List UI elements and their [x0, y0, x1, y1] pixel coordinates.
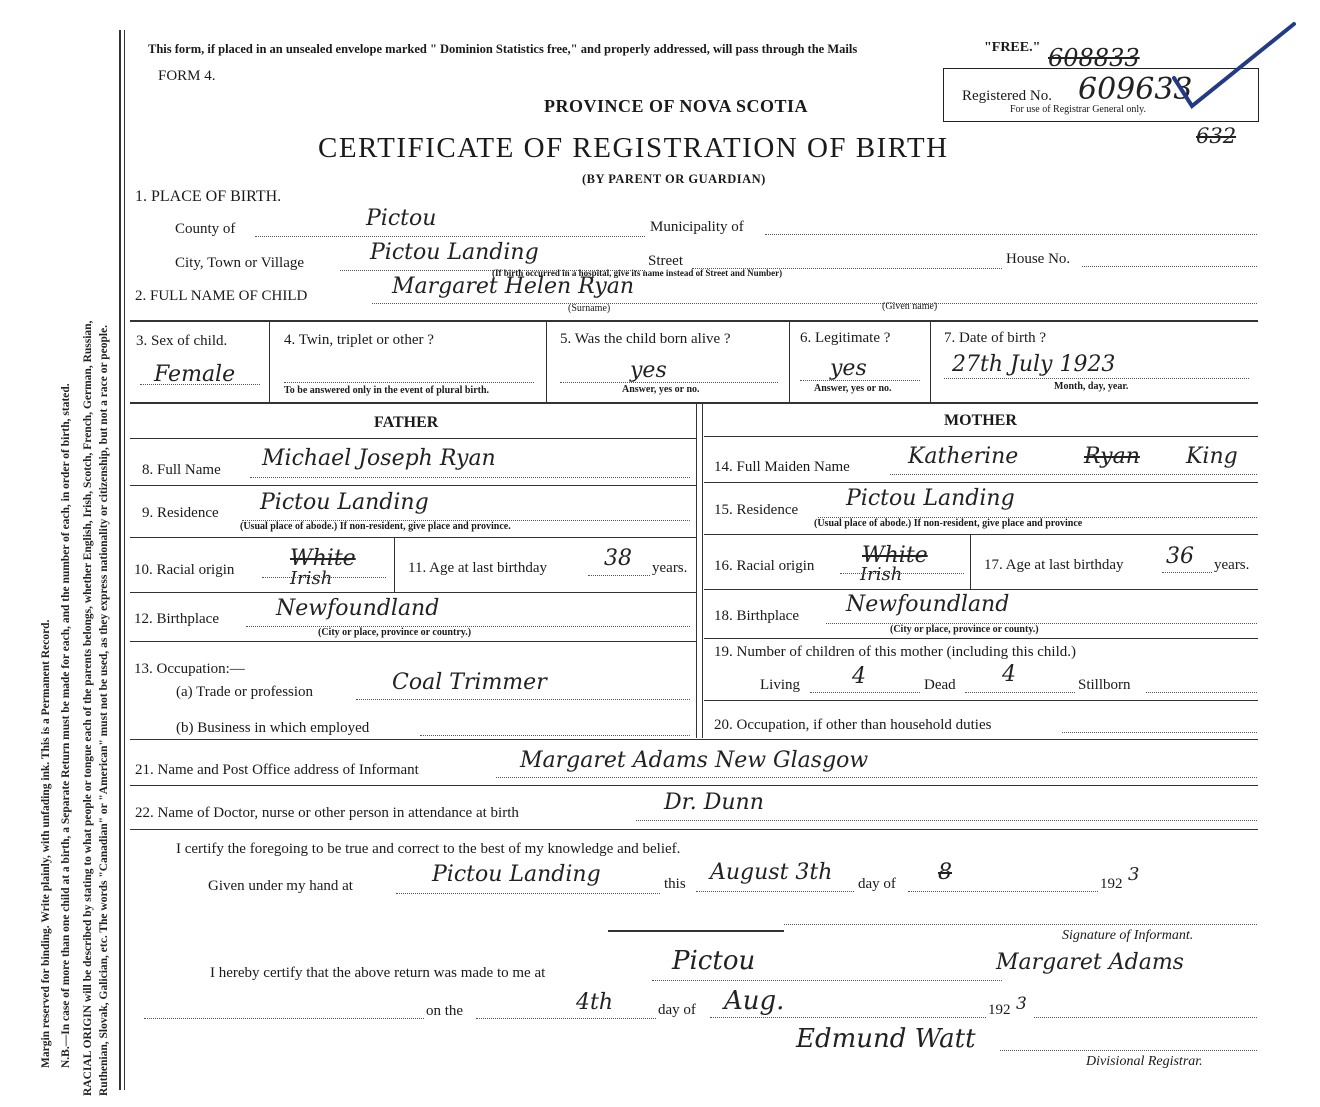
father-race-value: Irish — [290, 568, 333, 589]
struck-small-number: 632 — [1196, 124, 1237, 148]
doctor-line — [636, 820, 1257, 821]
on-the-value: 4th — [576, 990, 614, 1015]
county-line — [255, 236, 645, 237]
given-name-note: (Given name) — [882, 301, 938, 312]
trade-label: (a) Trade or profession — [176, 684, 314, 700]
father-birthplace-note: (City or place, province or country.) — [318, 627, 472, 638]
business-line — [420, 735, 690, 736]
row-rule — [704, 638, 1258, 639]
alive-note: Answer, yes or no. — [622, 384, 700, 395]
municipality-line — [765, 234, 1257, 235]
on-the-line — [476, 1018, 656, 1019]
child-name-label: 2. FULL NAME OF CHILD — [135, 288, 308, 304]
mother-age-label: 17. Age at last birthday — [984, 557, 1124, 573]
margin-note-racial-cont: Ruthenian, Slovak, Galician, etc. The words "Canadian" or "American" must not be used, as they express nationality or citizenship, but not a race or people. — [98, 324, 110, 1096]
dob-value: 27th July 1923 — [952, 352, 1116, 377]
margin-note-nb: N.B.—In case of more than one child at a birth, a Separate Return must be made for each, and the number of each, in order of birth, stated. — [60, 383, 72, 1068]
informant-line — [496, 777, 1257, 778]
legit-line — [800, 380, 920, 381]
trade-line — [356, 699, 690, 700]
mother-occupation-line — [1062, 732, 1257, 733]
living-line — [810, 692, 920, 693]
dayof-value: 8 — [938, 860, 952, 885]
dead-value: 4 — [1002, 662, 1016, 687]
house-label: House No. — [1006, 251, 1071, 267]
given-place-line — [396, 893, 660, 894]
given-place-value: Pictou Landing — [432, 862, 601, 887]
row-bottom-rule — [130, 402, 1258, 404]
father-race-label: 10. Racial origin — [134, 562, 235, 578]
sex-label: 3. Sex of child. — [136, 333, 228, 349]
mail-notice: This form, if placed in an unsealed envelope marked " Dominion Statistics free," and properly addressed, will pass through the Mails — [148, 42, 858, 56]
father-residence-note: (Usual place of abode.) If non-resident, give place and province. — [240, 521, 511, 532]
informant-value: Margaret Adams New Glasgow — [520, 748, 869, 773]
father-age-line — [588, 575, 650, 576]
year-value: 3 — [1128, 864, 1140, 885]
row-rule — [704, 436, 1258, 437]
divisional-registrar-label: Divisional Registrar. — [1086, 1054, 1203, 1069]
registered-label: Registered No. — [962, 88, 1052, 104]
hereby-place-value: Pictou — [672, 946, 756, 976]
mother-race-struck: White — [862, 543, 928, 568]
legit-label: 6. Legitimate ? — [800, 330, 891, 346]
row-rule — [130, 592, 696, 593]
mother-name-line — [890, 474, 1257, 475]
dob-line — [944, 378, 1249, 379]
father-heading: FATHER — [374, 414, 439, 431]
checkmark-icon — [1170, 18, 1300, 118]
father-birthplace-value: Newfoundland — [276, 596, 440, 621]
informant-signature: Margaret Adams — [996, 950, 1184, 975]
father-residence-value: Pictou Landing — [260, 490, 429, 515]
year2-label: 192 — [988, 1002, 1011, 1018]
row-rule — [704, 482, 1258, 483]
stillborn-label: Stillborn — [1078, 677, 1131, 693]
dead-line — [965, 692, 1075, 693]
father-birthplace-label: 12. Birthplace — [134, 611, 219, 627]
mother-name-value: Katherine — [908, 444, 1019, 469]
sex-line — [140, 384, 260, 385]
business-label: (b) Business in which employed — [176, 720, 370, 736]
legit-note: Answer, yes or no. — [814, 383, 892, 394]
row-rule — [130, 485, 696, 486]
dayof-line — [908, 891, 1098, 892]
mother-race-label: 16. Racial origin — [714, 558, 815, 574]
father-race-struck: White — [290, 546, 356, 571]
children-count-label: 19. Number of children of this mother (including this child.) — [714, 644, 1077, 660]
signature-rule — [608, 930, 784, 932]
certify-statement: I certify the foregoing to be true and correct to the best of my knowledge and belief. — [176, 841, 681, 857]
living-label: Living — [760, 677, 800, 693]
lead-line — [144, 1018, 424, 1019]
father-age-value: 38 — [604, 546, 632, 571]
province-heading: PROVINCE OF NOVA SCOTIA — [544, 96, 809, 116]
divider — [930, 322, 931, 402]
registered-number: 609633 — [1078, 72, 1193, 107]
margin-note-binding: Margin reserved for binding. Write plainly, with unfading ink. This is a Permanent Record. — [40, 619, 52, 1068]
hospital-note: (If birth occurred in a hospital, give its name instead of Street and Number) — [492, 268, 783, 278]
form-number: FORM 4. — [158, 68, 216, 84]
surname-note: (Surname) — [568, 303, 611, 314]
given-label: Given under my hand at — [208, 878, 353, 894]
year2-value: 3 — [1016, 994, 1027, 1014]
mother-residence-label: 15. Residence — [714, 502, 799, 518]
this-line — [696, 891, 854, 892]
dob-note: Month, day, year. — [1054, 381, 1129, 392]
house-line — [1082, 266, 1257, 267]
registrar-signature: Edmund Watt — [796, 1024, 976, 1054]
row-rule — [130, 537, 696, 538]
day-of-label: day of — [658, 1002, 696, 1018]
doctor-label: 22. Name of Doctor, nurse or other person in attendance at birth — [135, 805, 519, 821]
city-value: Pictou Landing — [370, 240, 539, 265]
row-rule — [130, 739, 1258, 740]
registrar-line — [1000, 1050, 1257, 1051]
mother-age-line — [1162, 572, 1212, 573]
city-label: City, Town or Village — [175, 255, 305, 271]
father-age-label: 11. Age at last birthday — [408, 560, 547, 576]
mother-birthplace-note: (City or place, province or county.) — [890, 624, 1039, 635]
row-rule — [130, 829, 1258, 830]
row-rule — [704, 589, 1258, 590]
informant-label: 21. Name and Post Office address of Informant — [135, 762, 419, 778]
year-label: 192 — [1100, 876, 1123, 892]
mother-heading: MOTHER — [944, 412, 1017, 429]
divider — [789, 322, 790, 402]
sex-value: Female — [154, 362, 236, 387]
father-name-label: 8. Full Name — [142, 462, 221, 478]
mother-residence-note: (Usual place of abode.) If non-resident, give place and province — [814, 518, 1083, 529]
mother-years-label: years. — [1214, 557, 1250, 573]
child-name-value: Margaret Helen Ryan — [392, 274, 635, 299]
hereby-place-line — [652, 980, 1002, 981]
mother-name-label: 14. Full Maiden Name — [714, 459, 850, 475]
informant-signature-line — [784, 924, 1257, 925]
father-years-label: years. — [652, 560, 688, 576]
signature-of-informant-label: Signature of Informant. — [1062, 928, 1194, 943]
row-top-rule — [130, 320, 1258, 322]
divider — [269, 322, 270, 402]
registrar-use-note: For use of Registrar General only. — [1010, 104, 1146, 115]
occupation-label: 13. Occupation:— — [134, 661, 245, 677]
father-residence-label: 9. Residence — [142, 505, 219, 521]
margin-line-inner — [124, 30, 125, 1090]
alive-value: yes — [630, 358, 667, 383]
row-rule — [130, 785, 1258, 786]
column-divider — [696, 404, 697, 738]
mother-birthplace-value: Newfoundland — [846, 592, 1010, 617]
row-rule — [130, 641, 696, 642]
day-of-line — [710, 1017, 986, 1018]
twin-label: 4. Twin, triplet or other ? — [284, 332, 434, 348]
county-label: County of — [175, 221, 236, 237]
hereby-label: I hereby certify that the above return was made to me at — [210, 965, 546, 981]
row-rule — [130, 438, 696, 439]
row-rule — [704, 700, 1258, 701]
mother-age-value: 36 — [1166, 544, 1194, 569]
place-heading: 1. PLACE OF BIRTH. — [135, 188, 282, 205]
child-name-line — [372, 303, 1257, 304]
divider — [546, 322, 547, 402]
row-rule — [704, 534, 1258, 535]
mother-occupation-label: 20. Occupation, if other than household duties — [714, 717, 992, 733]
father-name-line — [250, 477, 690, 478]
column-divider — [702, 404, 703, 738]
dob-label: 7. Date of birth ? — [944, 330, 1047, 346]
twin-note: To be answered only in the event of plural birth. — [284, 385, 490, 396]
father-name-value: Michael Joseph Ryan — [262, 446, 496, 471]
margin-line — [119, 30, 121, 1090]
divider — [394, 537, 395, 592]
municipality-label: Municipality of — [650, 219, 744, 235]
certificate-title: CERTIFICATE OF REGISTRATION OF BIRTH — [318, 132, 949, 164]
this-value: August 3th — [710, 860, 833, 885]
on-the-label: on the — [426, 1003, 464, 1019]
dead-label: Dead — [924, 677, 956, 693]
year2-line — [1034, 1017, 1257, 1018]
street-label: Street — [648, 253, 683, 269]
legit-value: yes — [830, 356, 867, 381]
living-value: 4 — [852, 664, 866, 689]
alive-line — [560, 382, 778, 383]
this-label: this — [664, 876, 686, 892]
margin-note-racial: RACIAL ORIGIN will be described by stating to what people or tongue each of the parents belongs, whether English, Irish, Scotch, French, German, Russian, — [82, 320, 94, 1096]
twin-line — [284, 382, 534, 383]
mother-birthplace-label: 18. Birthplace — [714, 608, 799, 624]
trade-value: Coal Trimmer — [392, 670, 547, 695]
divider — [970, 534, 971, 589]
mother-residence-value: Pictou Landing — [846, 486, 1015, 511]
dayof-label: day of — [858, 876, 896, 892]
stillborn-line — [1146, 692, 1257, 693]
doctor-value: Dr. Dunn — [664, 790, 764, 815]
mother-name-end: King — [1186, 444, 1238, 469]
alive-label: 5. Was the child born alive ? — [560, 331, 731, 347]
struck-number: 608833 — [1048, 44, 1140, 72]
mother-name-struck: Ryan — [1084, 444, 1140, 469]
day-of-value: Aug. — [724, 986, 785, 1016]
county-value: Pictou — [366, 206, 437, 231]
mother-race-value: Irish — [860, 564, 903, 585]
free-label: "FREE." — [984, 40, 1041, 55]
certificate-subtitle: (BY PARENT OR GUARDIAN) — [582, 172, 766, 186]
